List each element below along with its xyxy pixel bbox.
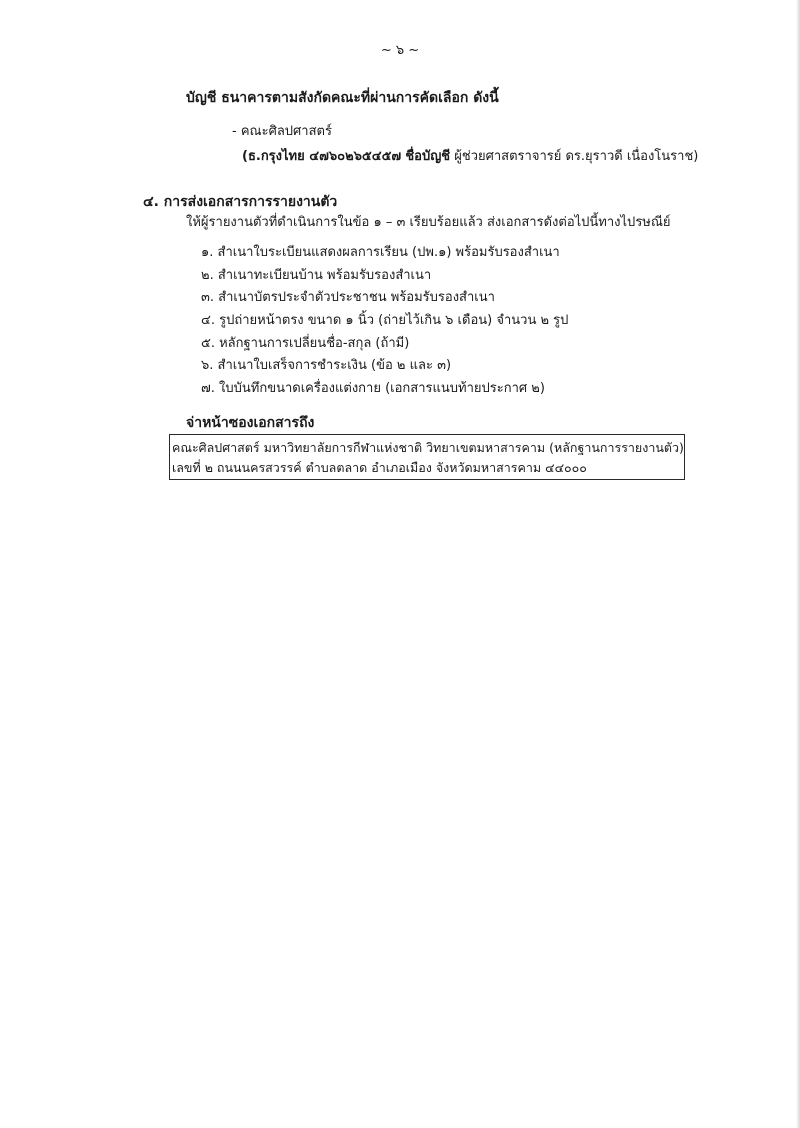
document-list bbox=[201, 246, 568, 405]
section-intro: ให้ผู้รายงานตัวที่ดำเนินการในข้อ ๑ – ๓ เรียบร้อยแล้ว ส่งเอกสารดังต่อไปนี้ทางไปรษณีย์ bbox=[186, 215, 671, 230]
list-item: ๒. สำเนาทะเบียนบ้าน พร้อมรับรองสำเนา bbox=[201, 267, 432, 283]
list-item: ๖. สำเนาใบเสร็จการชำระเงิน (ข้อ ๒ และ ๓) bbox=[201, 358, 452, 374]
envelope-heading: จ่าหน้าซองเอกสารถึง bbox=[186, 415, 315, 431]
list-item: ๔. รูปถ่ายหน้าตรง ขนาด ๑ นิ้ว (ถ่ายไว้เกิน ๖ เดือน) จำนวน ๒ รูป bbox=[201, 313, 569, 329]
address-line-1: คณะศิลปศาสตร์ มหาวิทยาลัยการกีฬาแห่งชาติ วิทยาเขตมหาสารคาม (หลักฐานการรายงานตัว) bbox=[172, 440, 684, 455]
list-item: ๗. ใบบันทึกขนาดเครื่องแต่งกาย (เอกสารแนบท้ายประกาศ ๒) bbox=[201, 381, 545, 397]
bank-account-heading: บัญชี ธนาคารตามสังกัดคณะที่ผ่านการคัดเลือก ดังนี้ bbox=[186, 90, 499, 106]
list-item: ๑. สำเนาใบระเบียนแสดงผลการเรียน (ปพ.๑) พร้อมรับรองสำเนา bbox=[201, 245, 560, 260]
address-line-2: เลขที่ ๒ ถนนนครสวรรค์ ตำบลตลาด อำเภอเมือง จังหวัดมหาสารคาม ๔๔๐๐๐ bbox=[172, 460, 587, 475]
section-heading: ๔. การส่งเอกสารการรายงานตัว bbox=[143, 194, 338, 210]
page-number: ~ ๖ ~ bbox=[380, 43, 420, 58]
account-name-label: ชื่อบัญชี bbox=[405, 149, 451, 164]
account-name: ผู้ช่วยศาสตราจารย์ ดร.ยุราวดี เนื่องโนราช) bbox=[454, 149, 699, 164]
page-edge bbox=[796, 0, 800, 1128]
faculty-item: - คณะศิลปศาสตร์ bbox=[232, 124, 332, 139]
list-item: ๕. หลักฐานการเปลี่ยนชื่อ-สกุล (ถ้ามี) bbox=[201, 335, 410, 351]
bank-account-number: (ธ.กรุงไทย ๔๗๖๐๒๖๕๔๕๗ bbox=[242, 149, 402, 164]
list-item: ๓. สำเนาบัตรประจำตัวประชาชน พร้อมรับรองสำเนา bbox=[201, 290, 495, 306]
bank-account-line bbox=[242, 150, 698, 163]
address-box bbox=[169, 434, 685, 480]
